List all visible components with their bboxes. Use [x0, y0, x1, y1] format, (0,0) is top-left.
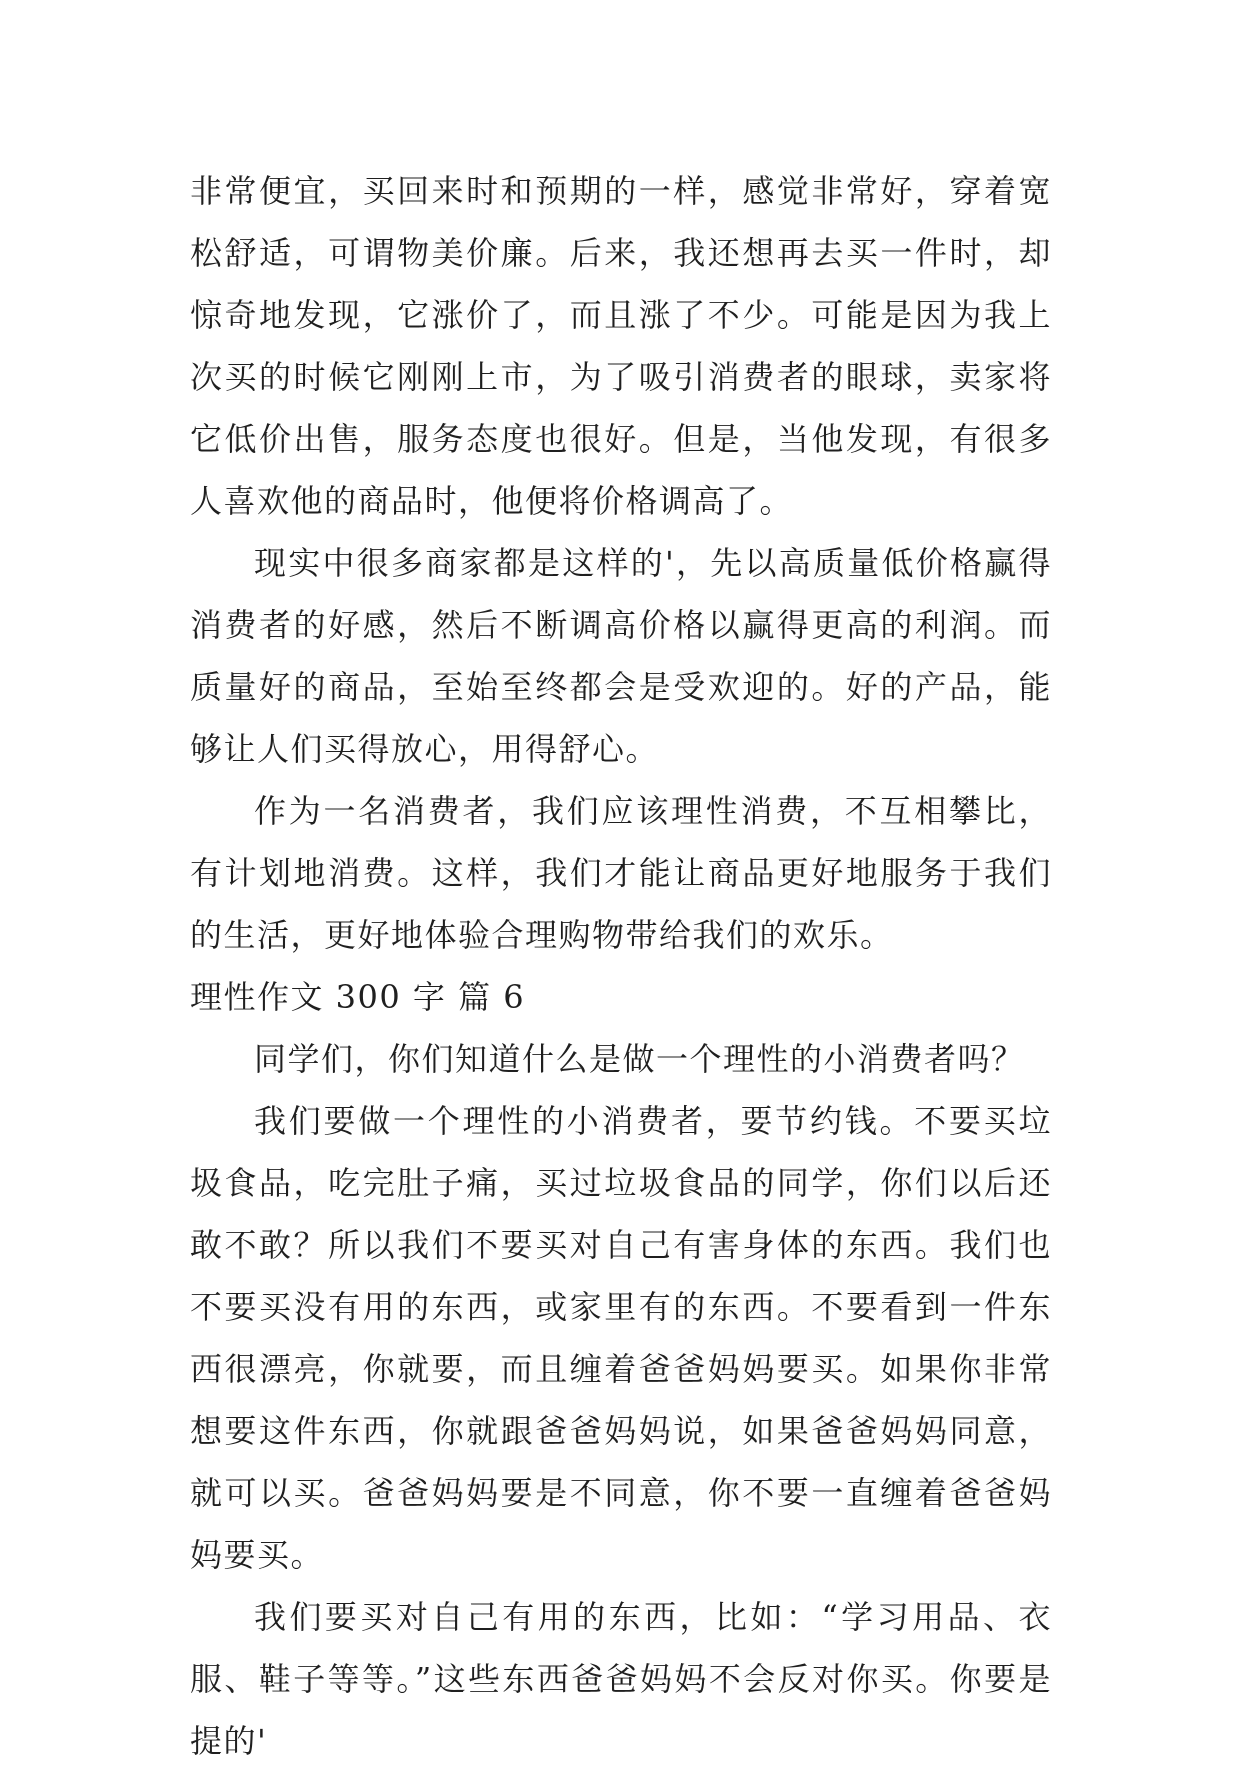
section-heading: 理性作文 300 字 篇 6: [190, 978, 526, 1016]
paragraph-save-money: 我们要做一个理性的小消费者，要节约钱。不要买垃圾食品，吃完肚子痛，买过垃圾食品的同学，你们以后还敢不敢？所以我们不要买对自己有害身体的东西。我们也不要买没有用的东西，或家里有的东西。不要看到一件东西很漂亮，你就要，而且缠着爸爸妈妈要买。如果你非常想要这件东西，你就跟爸爸妈妈说，如果爸爸妈妈同意，就可以买。爸爸妈妈要是不同意，你不要一直缠着爸爸妈妈要买。: [190, 1102, 1052, 1574]
paragraph-continuation: 非常便宜，买回来时和预期的一样，感觉非常好，穿着宽松舒适，可谓物美价廉。后来，我还想再去买一件时，却惊奇地发现，它涨价了，而且涨了不少。可能是因为我上次买的时候它刚刚上市，为了吸引消费者的眼球，卖家将它低价出售，服务态度也很好。但是，当他发现，有很多人喜欢他的商品时，他便将价格调高了。: [190, 172, 1052, 520]
paragraph-merchants: 现实中很多商家都是这样的'，先以高质量低价格赢得消费者的好感，然后不断调高价格以赢得更高的利润。而质量好的商品，至始至终都会是受欢迎的。好的产品，能够让人们买得放心，用得舒心。: [190, 544, 1052, 768]
paragraph-question: 同学们，你们知道什么是做一个理性的小消费者吗？: [254, 1040, 1025, 1078]
paragraph-useful-things: 我们要买对自己有用的东西，比如：“学习用品、衣服、鞋子等等。”这些东西爸爸妈妈不会反对你买。你要是提的': [190, 1598, 1052, 1760]
paragraph-consumer-advice: 作为一名消费者，我们应该理性消费，不互相攀比，有计划地消费。这样，我们才能让商品更好地服务于我们的生活，更好地体验合理购物带给我们的欢乐。: [190, 792, 1052, 954]
document-body: [190, 160, 1052, 1772]
